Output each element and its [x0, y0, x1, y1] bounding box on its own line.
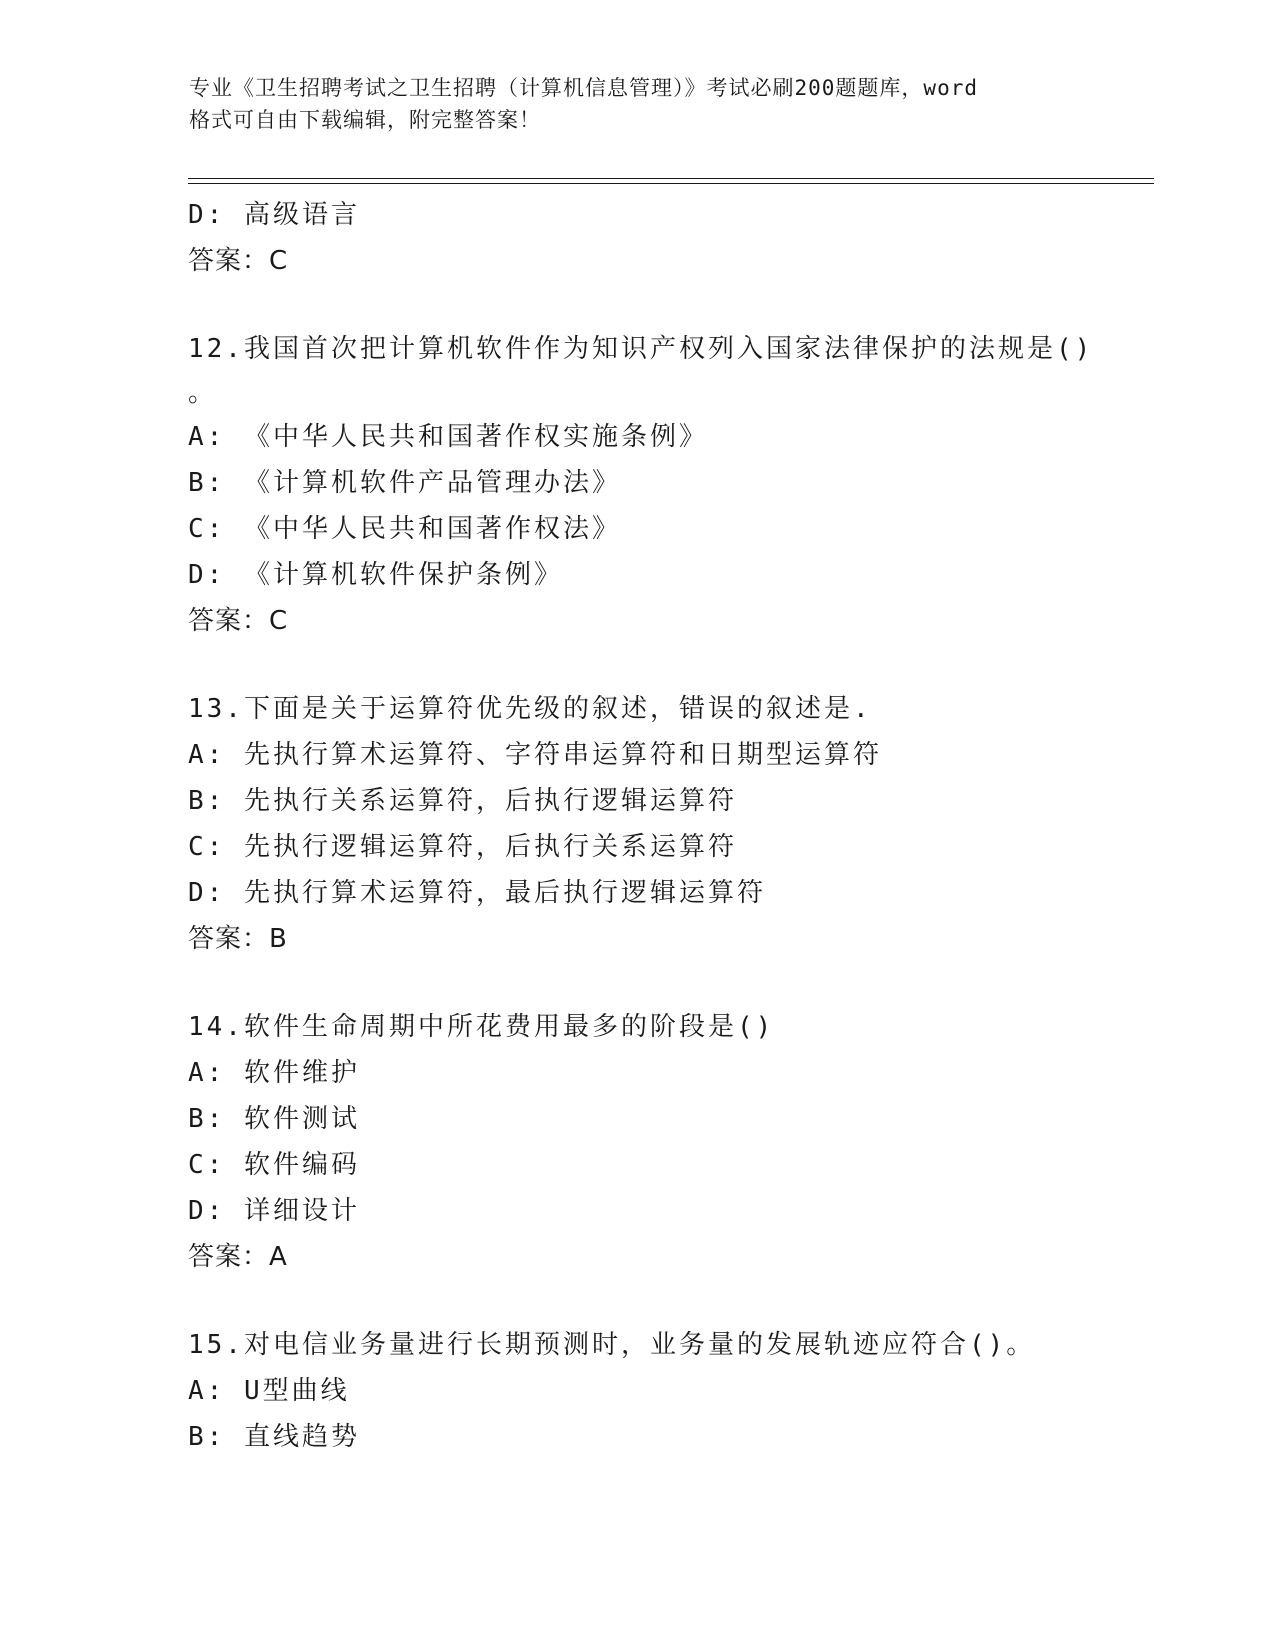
- option-a: A: 《中华人民共和国著作权实施条例》: [188, 422, 708, 452]
- spacer: [188, 962, 1168, 1004]
- option-d: D: 先执行算术运算符，最后执行逻辑运算符: [188, 878, 766, 908]
- spacer: [188, 1280, 1168, 1322]
- option-b: B: 软件测试: [188, 1104, 360, 1134]
- option-d: D: 《计算机软件保护条例》: [188, 560, 563, 590]
- header-divider-top: [188, 178, 1154, 179]
- question-text: 15.对电信业务量进行长期预测时，业务量的发展轨迹应符合()。: [188, 1330, 1036, 1360]
- option-b: B: 直线趋势: [188, 1422, 360, 1452]
- question-block-13: [188, 686, 1168, 962]
- option-b: B: 《计算机软件产品管理办法》: [188, 468, 621, 498]
- question-block-15: [188, 1322, 1168, 1460]
- option-b: B: 先执行关系运算符，后执行逻辑运算符: [188, 786, 737, 816]
- option-a: A: 软件维护: [188, 1058, 360, 1088]
- spacer: [188, 284, 1168, 326]
- question-block-11: [188, 192, 1168, 284]
- answer-text: 答案：B: [188, 924, 288, 954]
- option-c: C: 先执行逻辑运算符，后执行关系运算符: [188, 832, 737, 862]
- header-line-2: 格式可自由下载编辑，附完整答案！: [189, 108, 541, 132]
- answer-text: 答案：A: [188, 1242, 288, 1272]
- option-a: A: U型曲线: [188, 1376, 350, 1406]
- answer-text: 答案：C: [188, 606, 289, 636]
- option-c: C: 软件编码: [188, 1150, 360, 1180]
- question-text-continued: 。: [188, 378, 215, 408]
- question-text: 13.下面是关于运算符优先级的叙述，错误的叙述是.: [188, 694, 872, 724]
- document-header: [189, 72, 1089, 136]
- question-block-14: [188, 1004, 1168, 1280]
- option-d: D: 详细设计: [188, 1196, 360, 1226]
- question-block-12: [188, 326, 1168, 644]
- spacer: [188, 644, 1168, 686]
- option-d: D: 高级语言: [188, 200, 360, 230]
- question-list: [188, 192, 1168, 1460]
- option-a: A: 先执行算术运算符、字符串运算符和日期型运算符: [188, 740, 882, 770]
- option-c: C: 《中华人民共和国著作权法》: [188, 514, 621, 544]
- header-line-1: 专业《卫生招聘考试之卫生招聘（计算机信息管理）》考试必刷200题题库，word: [189, 76, 978, 100]
- header-divider-bottom: [188, 183, 1154, 184]
- question-text: 12.我国首次把计算机软件作为知识产权列入国家法律保护的法规是(): [188, 334, 1094, 364]
- answer-text: 答案：C: [188, 246, 289, 276]
- question-text: 14.软件生命周期中所花费用最多的阶段是(): [188, 1012, 775, 1042]
